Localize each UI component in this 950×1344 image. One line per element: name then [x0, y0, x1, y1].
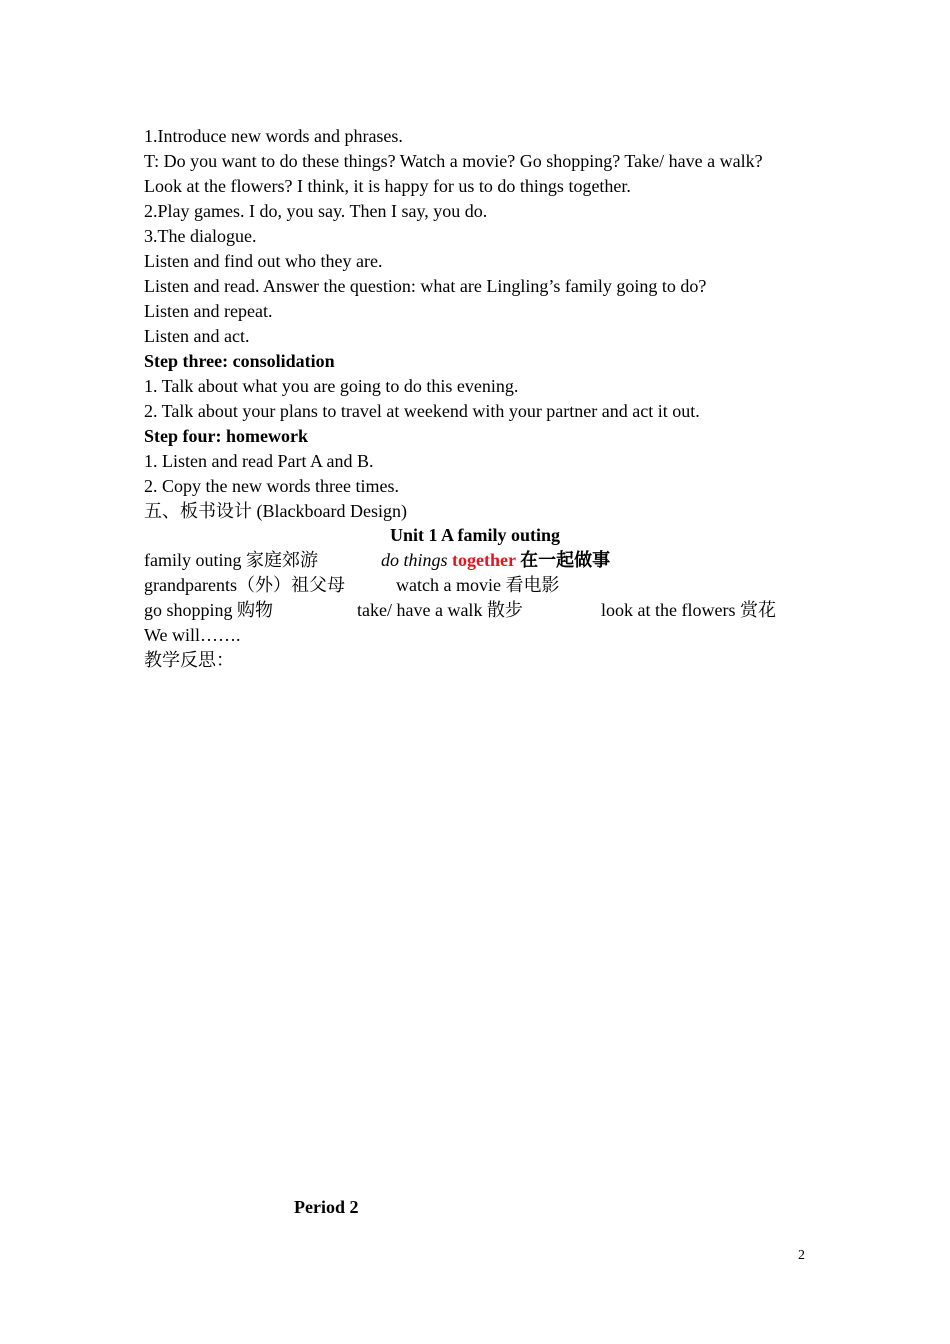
blackboard-item: family outing 家庭郊游 [144, 550, 318, 570]
blackboard-row [144, 598, 844, 623]
blackboard-item: look at the flowers 赏花 [601, 600, 776, 620]
blackboard-title: Unit 1 A family outing [389, 525, 561, 545]
text-line: Listen and act. [144, 326, 250, 346]
text-line: We will……. [144, 625, 241, 645]
section-heading: 五、板书设计 (Blackboard Design) [144, 501, 407, 521]
period-heading: Period 2 [294, 1197, 359, 1217]
blackboard-row [144, 573, 844, 598]
text-line: Listen and find out who they are. [144, 251, 383, 271]
step-heading: Step three: consolidation [144, 351, 335, 371]
italic-phrase: do things [381, 550, 453, 570]
text-line: Look at the flowers? I think, it is happy for us to do things together. [144, 176, 631, 196]
blackboard-item: go shopping 购物 [144, 600, 274, 620]
text-line: 2. Talk about your plans to travel at weekend with your partner and act it out. [144, 401, 700, 421]
blackboard-item: grandparents（外）祖父母 [144, 575, 345, 595]
text-line: 2. Copy the new words three times. [144, 476, 399, 496]
reflection-label: 教学反思： [144, 650, 234, 670]
text-line: 3.The dialogue. [144, 226, 257, 246]
text-line: 2.Play games. I do, you say. Then I say, you do. [144, 201, 488, 221]
text-line: 1. Talk about what you are going to do this evening. [144, 376, 519, 396]
text-line: T: Do you want to do these things? Watch a movie? Go shopping? Take/ have a walk? [144, 151, 763, 171]
highlight-word: together [452, 550, 516, 570]
text-line: 1. Listen and read Part A and B. [144, 451, 374, 471]
page-number: 2 [798, 1248, 805, 1263]
text-line: Listen and read. Answer the question: what are Lingling’s family going to do? [144, 276, 707, 296]
chinese-translation: 在一起做事 [515, 550, 611, 570]
blackboard-row [144, 548, 844, 573]
text-line: Listen and repeat. [144, 301, 273, 321]
blackboard-item [381, 548, 610, 573]
text-line: 1.Introduce new words and phrases. [144, 126, 403, 146]
blackboard-item: take/ have a walk 散步 [357, 600, 523, 620]
step-heading: Step four: homework [144, 426, 308, 446]
blackboard-item: watch a movie 看电影 [396, 575, 560, 595]
